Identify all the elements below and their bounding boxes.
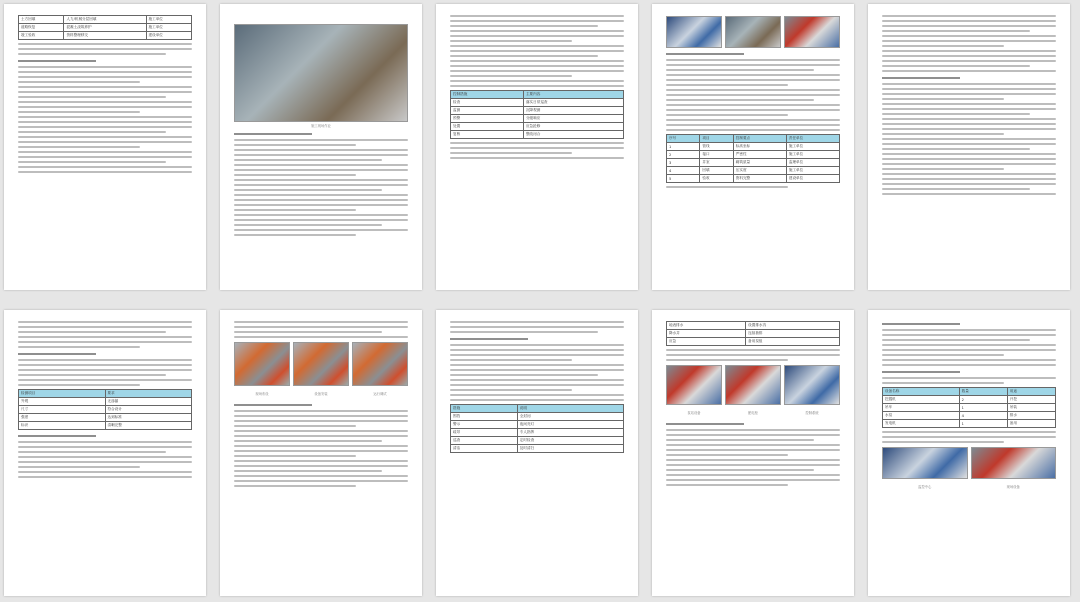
table-row: 2 接口 严密性 施工单位: [667, 151, 840, 159]
table-row: 挖掘机 2 开挖: [883, 396, 1056, 404]
table-row: 标识 清晰完整: [19, 422, 192, 430]
page-6: [4, 310, 206, 596]
table-row: 尺寸 符合设计: [19, 406, 192, 414]
table-row: 4 回填 压实度 施工单位: [667, 167, 840, 175]
photo: [352, 342, 408, 386]
page-9-table: [666, 321, 840, 346]
table-row: 巡查 定时检查: [451, 437, 624, 445]
photo: [666, 16, 722, 48]
table-row: 预警 分级响应: [451, 115, 624, 123]
page-4: [652, 4, 854, 290]
page-2: [220, 4, 422, 290]
table-row: 处置 应急抢修: [451, 123, 624, 131]
photo: [784, 365, 840, 405]
page-1: [4, 4, 206, 290]
photo-caption: 配电柜: [748, 411, 758, 415]
construction-photo: [234, 24, 408, 122]
photo-caption: 监控中心: [918, 485, 932, 489]
photo-caption: 运行调试: [373, 392, 387, 396]
page-1-table: [18, 15, 192, 40]
photo-caption: 现场布设: [255, 392, 269, 396]
table-row: 道路恢复 混凝土浇筑养护 施工单位: [19, 24, 192, 32]
photo: [293, 342, 349, 386]
page-7: [220, 310, 422, 596]
photo-caption: 泵站设备: [687, 411, 701, 415]
photo: [882, 447, 968, 479]
table-row: 吊车 1 吊装: [883, 404, 1056, 412]
page-3-table: 控制措施 主要内容 检查 落实日常巡查 监测 沉降观测 预警 分级响应 处置 应急抢修 复核 整改闭合: [450, 90, 624, 139]
page-6-table: 检测项目 要求 外观 无渗漏 尺寸 符合设计 强度 达到标准 标识 清晰完整: [18, 389, 192, 430]
table-row: 复核 整改闭合: [451, 131, 624, 139]
table-row: 疏导 专人指挥: [451, 429, 624, 437]
photo: [725, 16, 781, 48]
photo: [725, 365, 781, 405]
table-row: 应急 备用泵组: [667, 338, 840, 346]
page-9: [652, 310, 854, 596]
photo: [234, 342, 290, 386]
page-10: [868, 310, 1070, 596]
table-row: 土方回填 人力/机械分层回填 施工单位: [19, 16, 192, 24]
table-row: 5 验收 资料完整 建设单位: [667, 175, 840, 183]
table-row: 1 管线 标高坐标 施工单位: [667, 143, 840, 151]
photo-caption: 设备安装: [314, 392, 328, 396]
table-row: 外观 无渗漏: [19, 398, 192, 406]
photo-caption: 现场设备: [1006, 485, 1020, 489]
table-row: 降水井 连续抽排: [667, 330, 840, 338]
table-row: 清洁 及时清扫: [451, 445, 624, 453]
page-5: [868, 4, 1070, 290]
table-row: 3 井室 砌筑质量 监理单位: [667, 159, 840, 167]
photo: [971, 447, 1057, 479]
table-row: 竣工验收 资料整理移交 建设单位: [19, 32, 192, 40]
table-row: 围挡 全封闭: [451, 413, 624, 421]
photo-caption: 控制系统: [805, 411, 819, 415]
photo-caption: 施工现场作业: [311, 124, 331, 128]
page-4-table: 序号 项目 控制要点 责任单位 1 管线 标高坐标 施工单位 2 接口 严密性 施工单位 3 井室 砌筑质量 监理单位 4 回填 压实度 施工单位 5 验收 资料完整 建设单位: [666, 134, 840, 183]
photo: [784, 16, 840, 48]
table-row: 地表排水 设置排水沟: [667, 322, 840, 330]
table-row: 强度 达到标准: [19, 414, 192, 422]
table-row: 警示 夜间亮灯: [451, 421, 624, 429]
page-8: [436, 310, 638, 596]
table-row: 监测 沉降观测: [451, 107, 624, 115]
page-10-table: 设备名称 数量 用途 挖掘机 2 开挖 吊车 1 吊装 水泵 4 排水 发电机 1 备用: [882, 387, 1056, 428]
photo: [666, 365, 722, 405]
table-row: 检查 落实日常巡查: [451, 99, 624, 107]
table-row: 水泵 4 排水: [883, 412, 1056, 420]
table-row: 发电机 1 备用: [883, 420, 1056, 428]
page-3: [436, 4, 638, 290]
page-8-table: 措施 说明 围挡 全封闭 警示 夜间亮灯 疏导 专人指挥 巡查 定时检查 清洁 及时清扫: [450, 404, 624, 453]
